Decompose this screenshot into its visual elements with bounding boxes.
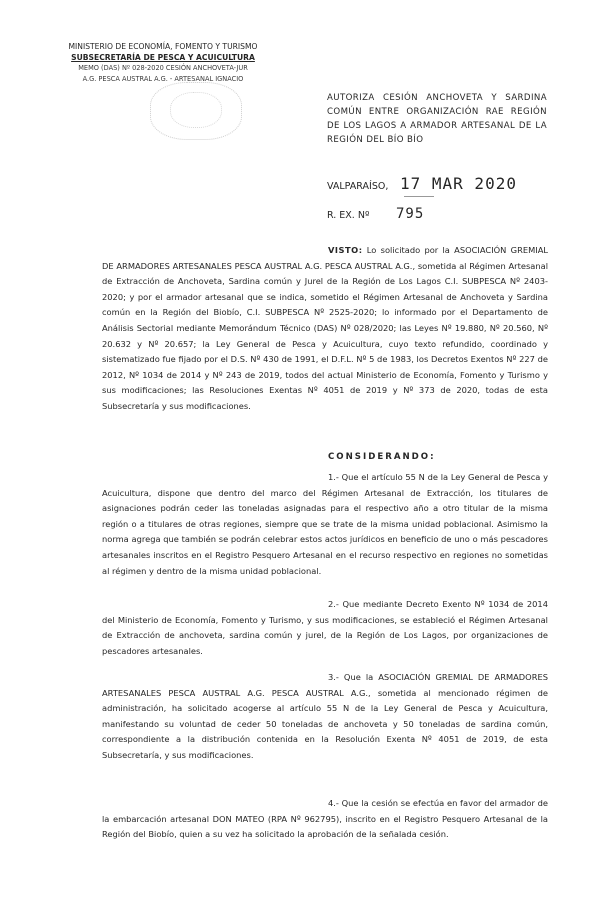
considerando-4 (102, 796, 548, 843)
considerando-3 (102, 670, 548, 764)
place-label: VALPARAÍSO, (327, 181, 389, 192)
considerando-text: 4.- Que la cesión se efectúa en favor del armador de la embarcación artesanal DON MATEO (RPA Nº 962795), inscrito en el Registro Pesquero Artesanal de la Región del Biobío, quien a su vez ha solicitado la aprobación de la señalada cesión. (102, 798, 548, 840)
subsecretaria-name: SUBSECRETARÍA DE PESCA Y ACUICULTURA (71, 53, 255, 62)
considerando-2 (102, 597, 548, 659)
resolution-number: 795 (396, 206, 425, 222)
official-seal-inner (170, 92, 222, 128)
visto-text: Lo solicitado por la ASOCIACIÓN GREMIAL DE ARMADORES ARTESANALES PESCA AUSTRAL A.G. PESCA AUSTRAL A.G., sometida al Régimen Artesanal de Extracción de Anchoveta, Sardina común y Jurel de la Región de Los Lagos C.I. SUBPESCA Nº 2403-2020; y por el armador artesanal que se indica, sometido el Régimen Artesanal de Anchoveta y Sardina común en la Región del Biobío, C.I. SUBPESCA Nº 2525-2020; lo informado por el Departamento de Análisis Sectorial mediante Memorándum Técnico (DAS) Nº 028/2020; las Leyes Nº 19.880, Nº 20.560, Nº 20.632 y Nº 20.657; la Ley General de Pesca y Acuicultura, cuyo texto refundido, coordinado y sistematizado fue fijado por el D.S. Nº 430 de 1991, el D.F.L. Nº 5 de 1983, los Decretos Exentos Nº 227 de 2012, Nº 1034 de 2014 y Nº 243 de 2019, todos del actual Ministerio de Economía, Fomento y Turismo y sus modificaciones; las Resoluciones Exentas Nº 4051 de 2019 y Nº 373 de 2020, todas de esta Subsecretaría y sus modificaciones. (102, 245, 548, 411)
considerando-text: 2.- Que mediante Decreto Exento Nº 1034 de 2014 del Ministerio de Economía, Fomento y Turismo, y sus modificaciones, se estableció el Régimen Artesanal de Extracción de anchoveta, sardina común y jurel, de la Región de Los Lagos, por organizaciones de pescadores artesanales. (102, 599, 548, 656)
resolution-title: AUTORIZA CESIÓN ANCHOVETA Y SARDINA COMÚN ENTRE ORGANIZACIÓN RAE REGIÓN DE LOS LAGOS A ARMADOR ARTESANAL DE LA REGIÓN DEL BÍO BÍO (327, 93, 547, 145)
considerando-text: 3.- Que la ASOCIACIÓN GREMIAL DE ARMADORES ARTESANALES PESCA AUSTRAL A.G. PESCA AUSTRAL A.G., sometida al mencionado régimen de administración, ha solicitado acogerse al artículo 55 N de la Ley General de Pesca y Acuicultura, manifestando su voluntad de ceder 50 toneladas de anchoveta y 50 toneladas de sardina común, correspondiente a la distribución contenida en la Resolución Exenta Nº 4051 de 2019, de esta Subsecretaría, y sus modificaciones. (102, 672, 548, 760)
considerando-text: 1.- Que el artículo 55 N de la Ley General de Pesca y Acuicultura, dispone que dentro del marco del Régimen Artesanal de Extracción, los titulares de asignaciones podrán ceder las toneladas asignadas para el respectivo año a otro titular de la misma región o a titulares de otras regiones, siempre que se trate de la misma unidad poblacional. Asimismo la norma agrega que también se podrán celebrar estos actos jurídicos en beneficio de uno o más pescadores artesanales inscritos en el Registro Pesquero Artesanal en el recurso respectivo en regiones no sometidas al régimen y dentro de la misma unidad poblacional. (102, 472, 548, 576)
memo-reference: MEMO (DAS) Nº 028-2020 CESIÓN ANCHOVETA-JUR (78, 64, 248, 72)
considerando-heading: CONSIDERANDO: (328, 452, 436, 462)
considerando-1 (102, 470, 548, 579)
organization-reference: A.G. PESCA AUSTRAL A.G. - ARTESANAL IGNACIO (82, 75, 244, 83)
ministry-name: MINISTERIO DE ECONOMÍA, FOMENTO Y TURISMO (68, 42, 258, 51)
letterhead (58, 41, 268, 85)
date-stamp: 17 MAR 2020 (400, 174, 517, 193)
visto-paragraph (102, 243, 548, 415)
date-underline (404, 196, 434, 197)
resolution-label: R. EX. Nº (327, 210, 370, 221)
visto-lead: VISTO: (328, 245, 363, 255)
